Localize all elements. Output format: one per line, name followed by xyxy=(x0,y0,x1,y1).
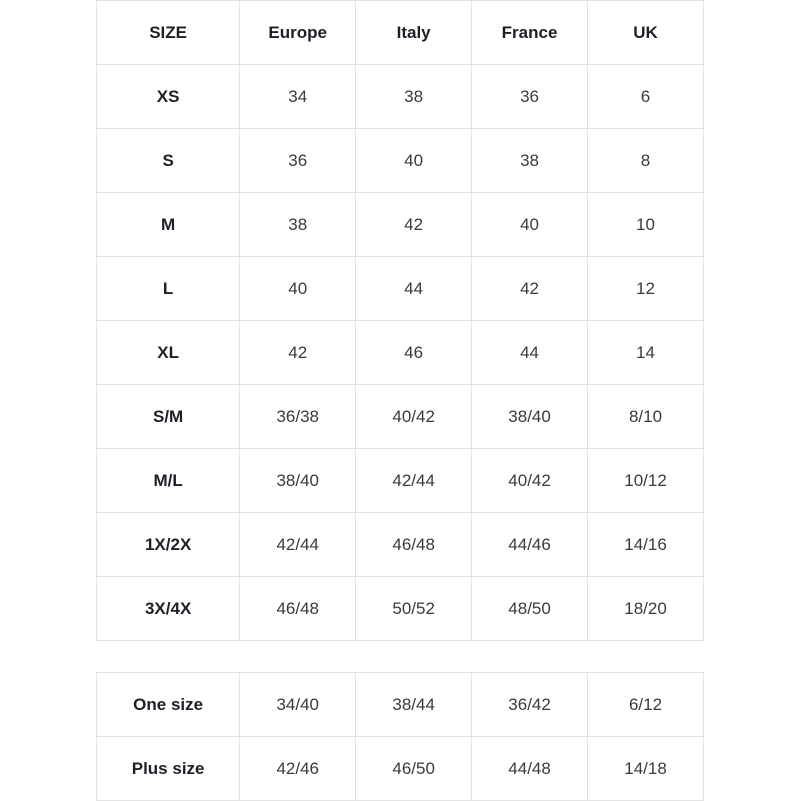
table-row xyxy=(97,129,704,193)
cell-europe: 34/40 xyxy=(240,673,356,737)
table-body xyxy=(97,673,704,801)
cell-uk: 18/20 xyxy=(588,577,704,641)
cell-uk: 12 xyxy=(588,257,704,321)
cell-uk: 14/16 xyxy=(588,513,704,577)
cell-france: 38/40 xyxy=(472,385,588,449)
table-row xyxy=(97,193,704,257)
cell-europe: 42/46 xyxy=(240,737,356,801)
table-body xyxy=(97,65,704,641)
header-row xyxy=(97,1,704,65)
cell-europe: 46/48 xyxy=(240,577,356,641)
cell-france: 40 xyxy=(472,193,588,257)
row-label: 3X/4X xyxy=(97,577,240,641)
cell-italy: 46/48 xyxy=(356,513,472,577)
cell-europe: 34 xyxy=(240,65,356,129)
row-label: XL xyxy=(97,321,240,385)
cell-italy: 42/44 xyxy=(356,449,472,513)
cell-uk: 6/12 xyxy=(588,673,704,737)
cell-italy: 42 xyxy=(356,193,472,257)
row-label: M/L xyxy=(97,449,240,513)
cell-europe: 38/40 xyxy=(240,449,356,513)
row-label: 1X/2X xyxy=(97,513,240,577)
cell-uk: 14/18 xyxy=(588,737,704,801)
table-row xyxy=(97,513,704,577)
cell-france: 44/46 xyxy=(472,513,588,577)
cell-italy: 40/42 xyxy=(356,385,472,449)
cell-italy: 40 xyxy=(356,129,472,193)
cell-france: 44/48 xyxy=(472,737,588,801)
table-row xyxy=(97,65,704,129)
row-label: Plus size xyxy=(97,737,240,801)
cell-uk: 8 xyxy=(588,129,704,193)
table-row xyxy=(97,449,704,513)
cell-france: 44 xyxy=(472,321,588,385)
table-row xyxy=(97,385,704,449)
cell-france: 48/50 xyxy=(472,577,588,641)
one-size-conversion-table xyxy=(96,672,704,801)
column-header-france: France xyxy=(472,1,588,65)
table-header xyxy=(97,1,704,65)
cell-italy: 44 xyxy=(356,257,472,321)
cell-france: 36 xyxy=(472,65,588,129)
cell-europe: 42/44 xyxy=(240,513,356,577)
row-label: M xyxy=(97,193,240,257)
cell-france: 36/42 xyxy=(472,673,588,737)
cell-uk: 6 xyxy=(588,65,704,129)
column-header-europe: Europe xyxy=(240,1,356,65)
table-row xyxy=(97,577,704,641)
cell-france: 42 xyxy=(472,257,588,321)
row-label: L xyxy=(97,257,240,321)
cell-france: 40/42 xyxy=(472,449,588,513)
table-row xyxy=(97,673,704,737)
cell-uk: 10/12 xyxy=(588,449,704,513)
table-row xyxy=(97,321,704,385)
table-row xyxy=(97,257,704,321)
cell-italy: 46/50 xyxy=(356,737,472,801)
row-label: One size xyxy=(97,673,240,737)
cell-europe: 40 xyxy=(240,257,356,321)
cell-uk: 10 xyxy=(588,193,704,257)
cell-italy: 38 xyxy=(356,65,472,129)
cell-italy: 46 xyxy=(356,321,472,385)
row-label: S/M xyxy=(97,385,240,449)
column-header-uk: UK xyxy=(588,1,704,65)
cell-europe: 36/38 xyxy=(240,385,356,449)
row-label: S xyxy=(97,129,240,193)
cell-italy: 38/44 xyxy=(356,673,472,737)
cell-europe: 42 xyxy=(240,321,356,385)
table-gap-divider xyxy=(96,641,704,672)
cell-italy: 50/52 xyxy=(356,577,472,641)
column-header-italy: Italy xyxy=(356,1,472,65)
cell-uk: 8/10 xyxy=(588,385,704,449)
cell-europe: 38 xyxy=(240,193,356,257)
cell-europe: 36 xyxy=(240,129,356,193)
cell-uk: 14 xyxy=(588,321,704,385)
column-header-size: SIZE xyxy=(97,1,240,65)
table-row xyxy=(97,737,704,801)
size-conversion-table xyxy=(96,0,704,641)
row-label: XS xyxy=(97,65,240,129)
cell-france: 38 xyxy=(472,129,588,193)
